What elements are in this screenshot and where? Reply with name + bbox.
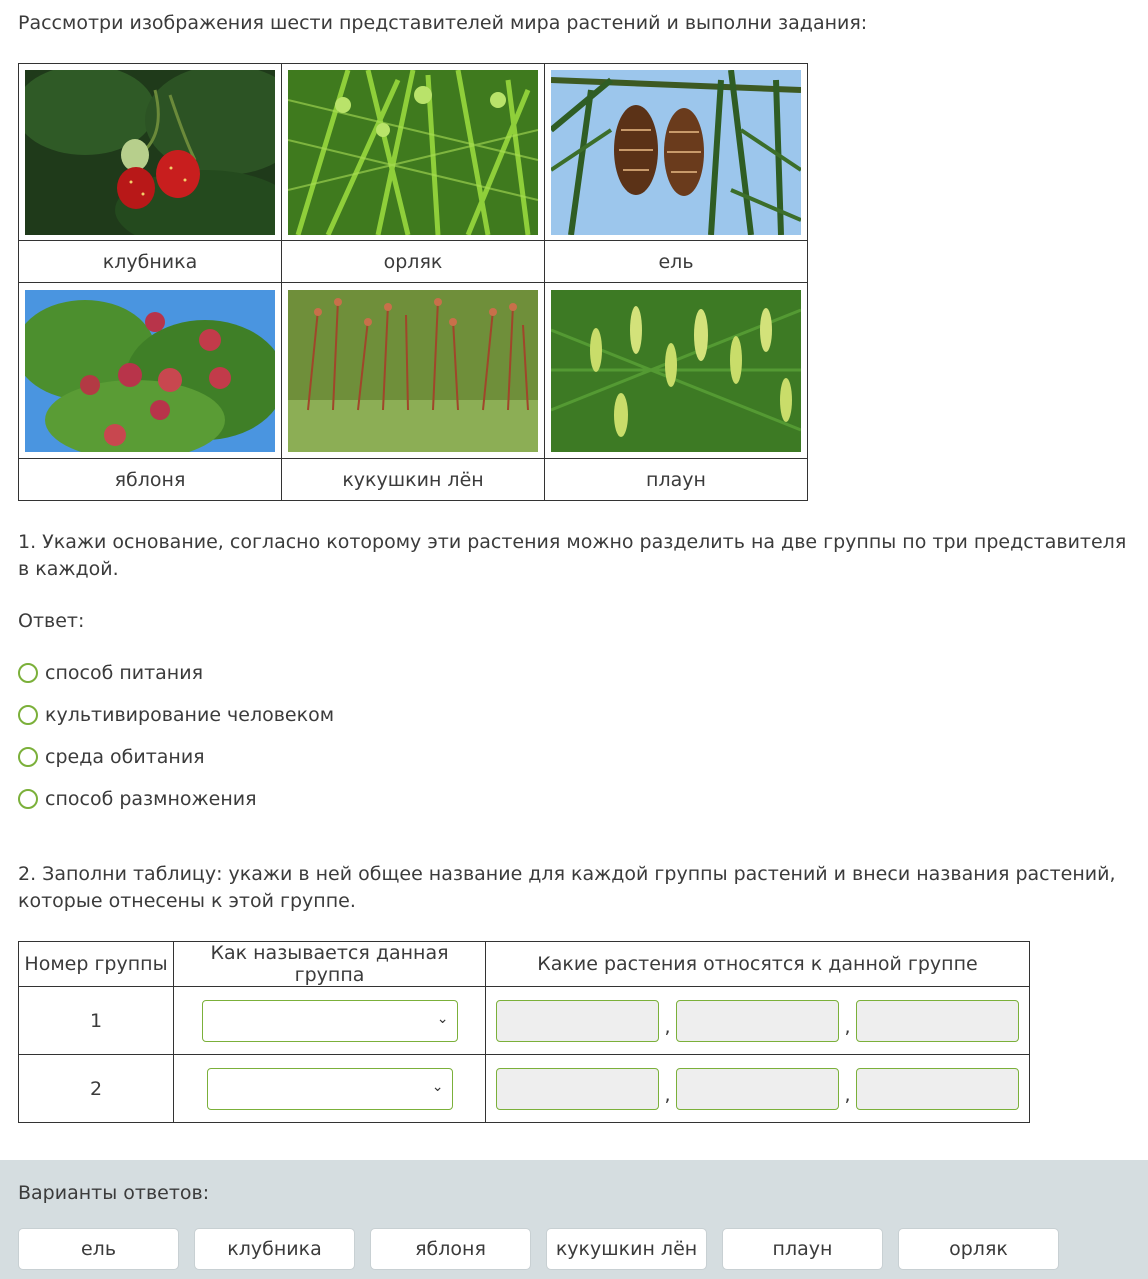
strawberry-photo (25, 70, 275, 235)
header-group-plants: Какие растения относятся к данной группе (486, 942, 1030, 987)
plant-drop-slot[interactable] (496, 1000, 659, 1042)
answer-option[interactable] (18, 694, 334, 736)
header-group-name: Как называется данная группа (174, 942, 486, 987)
answer-chip[interactable]: кукушкин лён (546, 1228, 707, 1270)
plant-caption: яблоня (19, 459, 282, 501)
option-label: среда обитания (45, 746, 205, 768)
radio-button[interactable] (18, 789, 38, 809)
plant-drop-slot[interactable] (676, 1068, 839, 1110)
plants-table (18, 63, 808, 501)
plant-caption: клубника (19, 241, 282, 283)
plant-drop-slot[interactable] (856, 1068, 1019, 1110)
separator: , (664, 1015, 671, 1038)
moss-photo (288, 290, 538, 452)
separator: , (844, 1015, 851, 1038)
answer-bank (0, 1160, 1148, 1279)
answer-option[interactable] (18, 652, 334, 694)
apple-tree-photo (25, 290, 275, 452)
fern-photo (288, 70, 538, 235)
group-number: 2 (19, 1055, 174, 1123)
groups-table (18, 941, 1030, 1123)
radio-button[interactable] (18, 705, 38, 725)
answer-options (18, 652, 334, 820)
answer-option[interactable] (18, 778, 334, 820)
plant-drop-slot[interactable] (496, 1068, 659, 1110)
group-name-select[interactable] (202, 1000, 458, 1042)
answer-label: Ответ: (18, 610, 85, 632)
plant-caption: плаун (545, 459, 808, 501)
instructions-text: Рассмотри изображения шести представителей мира растений и выполни задания: (18, 12, 868, 34)
option-label: способ размножения (45, 788, 257, 810)
separator: , (664, 1083, 671, 1106)
radio-button[interactable] (18, 663, 38, 683)
answer-chip[interactable]: плаун (722, 1228, 883, 1270)
chevron-down-icon: ⌄ (431, 1078, 444, 1095)
answer-chip[interactable]: орляк (898, 1228, 1059, 1270)
plant-drop-slot[interactable] (856, 1000, 1019, 1042)
plant-drop-slot[interactable] (676, 1000, 839, 1042)
chevron-down-icon: ⌄ (436, 1010, 449, 1027)
plant-caption: орляк (282, 241, 545, 283)
answer-option[interactable] (18, 736, 334, 778)
option-label: способ питания (45, 662, 204, 684)
answer-chip[interactable]: клубника (194, 1228, 355, 1270)
question-1: 1. Укажи основание, согласно которому эти растения можно разделить на две группы по три представителя в каждой. (18, 531, 1127, 580)
clubmoss-photo (551, 290, 801, 452)
answer-chip[interactable]: яблоня (370, 1228, 531, 1270)
radio-button[interactable] (18, 747, 38, 767)
group-name-select[interactable] (207, 1068, 453, 1110)
answer-bank-label: Варианты ответов: (18, 1182, 210, 1204)
option-label: культивирование человеком (45, 704, 335, 726)
answer-chip[interactable]: ель (18, 1228, 179, 1270)
group-number: 1 (19, 987, 174, 1055)
plant-caption: кукушкин лён (282, 459, 545, 501)
plant-caption: ель (545, 241, 808, 283)
spruce-photo (551, 70, 801, 235)
separator: , (844, 1083, 851, 1106)
header-group-number: Номер группы (19, 942, 174, 987)
question-2: 2. Заполни таблицу: укажи в ней общее название для каждой группы растений и внеси названия растений, которые отнесены к этой группе. (18, 863, 1116, 912)
